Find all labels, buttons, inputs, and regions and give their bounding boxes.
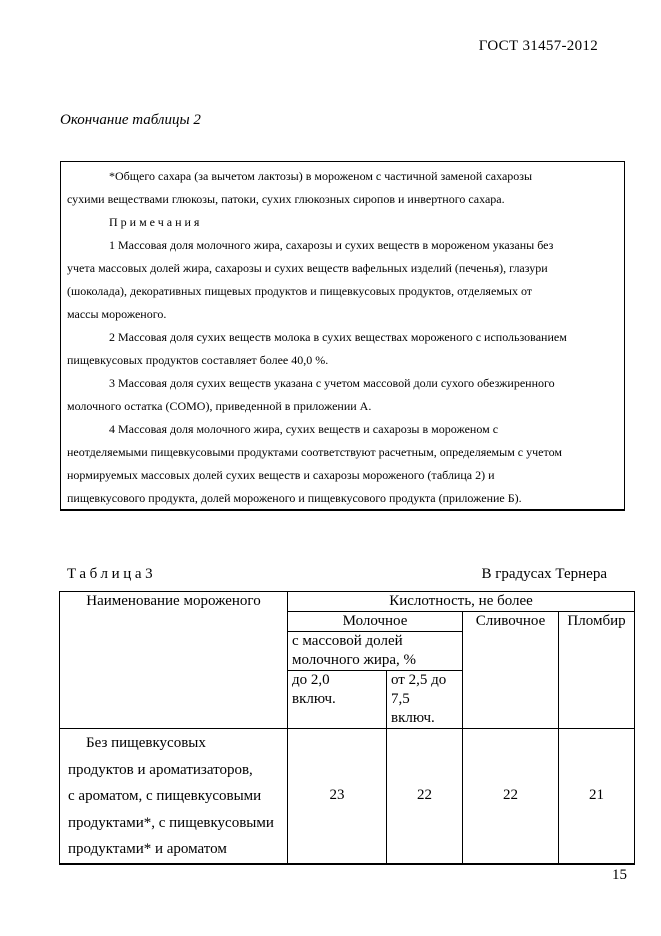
header-fat-share-line: молочного жира, %: [292, 652, 417, 668]
table-3-label-number: 3: [145, 566, 153, 582]
row-name-line: Без пищевкусовых: [86, 735, 206, 751]
note-4-line: пищевкусового продукта, долей мороженого и пищевкусового продукта (приложение Б).: [67, 491, 522, 505]
header-fat-low-line: включ.: [292, 691, 336, 707]
header-acidity: Кислотность, не более: [288, 592, 635, 612]
table-3-label: [67, 566, 153, 583]
row-name-line: продуктов и ароматизаторов,: [68, 761, 253, 778]
note-1-line: учета массовых долей жира, сахарозы и сухих веществ вафельных изделий (печенья), глазури: [67, 261, 548, 275]
value-cream: 22: [463, 729, 559, 864]
notes-box: [60, 161, 625, 511]
header-plombir: Пломбир: [559, 612, 635, 729]
header-fat-low: [288, 671, 387, 729]
value-plombir: 21: [559, 729, 635, 864]
note-3-line: молочного остатка (СОМО), приведенной в приложении А.: [67, 399, 372, 413]
note-1-line: 1 Массовая доля молочного жира, сахарозы и сухих веществ в мороженом указаны без: [109, 238, 554, 252]
note-2-line: пищевкусовых продуктов составляет более 40,0 %.: [67, 353, 329, 367]
table-3: [59, 591, 635, 865]
note-3-line: 3 Массовая доля сухих веществ указана с учетом массовой доли сухого обезжиренного: [109, 376, 555, 390]
footnote-line: *Общего сахара (за вычетом лактозы) в мороженом с частичной заменой сахарозы: [109, 169, 533, 183]
notes-title: Примечания: [109, 215, 203, 229]
footnote-line: сухими веществами глюкозы, патоки, сухих глюкозных сиропов и инвертного сахара.: [67, 192, 505, 206]
note-1-line: массы мороженого.: [67, 307, 167, 321]
header-fat-high-line: от 2,5 до: [391, 672, 447, 688]
row-name-line: с ароматом, с пищевкусовыми: [68, 788, 262, 804]
header-fat-high-line: включ.: [391, 710, 435, 726]
header-fat-low-line: до 2,0: [292, 672, 330, 688]
header-fat-high-line: 7,5: [391, 691, 410, 707]
header-milk: Молочное: [288, 612, 463, 632]
table-3-label-word: Таблица: [67, 566, 146, 582]
page-number: 15: [612, 867, 627, 883]
header-fat-share-line: с массовой долей: [292, 633, 403, 649]
table-row: [60, 729, 635, 864]
header-fat-share: [288, 632, 463, 671]
value-milk-high-fat: 22: [387, 729, 463, 864]
note-4-line: неотделяемыми пищевкусовыми продуктами соответствуют расчетным, определяемым с учетом: [67, 445, 562, 459]
header-fat-high: [387, 671, 463, 729]
row-name-line: продуктами*, с пищевкусовыми: [68, 814, 274, 831]
value-milk-low-fat: 23: [288, 729, 387, 864]
header-icecream-name: Наименование мороженого: [60, 592, 288, 729]
header-cream: Сливочное: [463, 612, 559, 729]
standard-header: ГОСТ 31457-2012: [478, 38, 598, 54]
row-name: [60, 729, 288, 864]
note-2-line: 2 Массовая доля сухих веществ молока в сухих веществах мороженого с использованием: [109, 330, 567, 344]
note-1-line: (шоколада), декоративных пищевых продуктов и пищевкусовых продуктов, отделяемых от: [67, 284, 533, 298]
note-4-line: нормируемых массовых долей сухих веществ и сахарозы мороженого (таблица 2) и: [67, 468, 495, 482]
note-4-line: 4 Массовая доля молочного жира, сухих веществ и сахарозы в мороженом с: [109, 422, 499, 436]
row-name-line: продуктами* и ароматом: [68, 841, 227, 857]
table-3-unit: В градусах Тернера: [481, 566, 607, 582]
table-continuation-caption: Окончание таблицы 2: [60, 112, 201, 128]
